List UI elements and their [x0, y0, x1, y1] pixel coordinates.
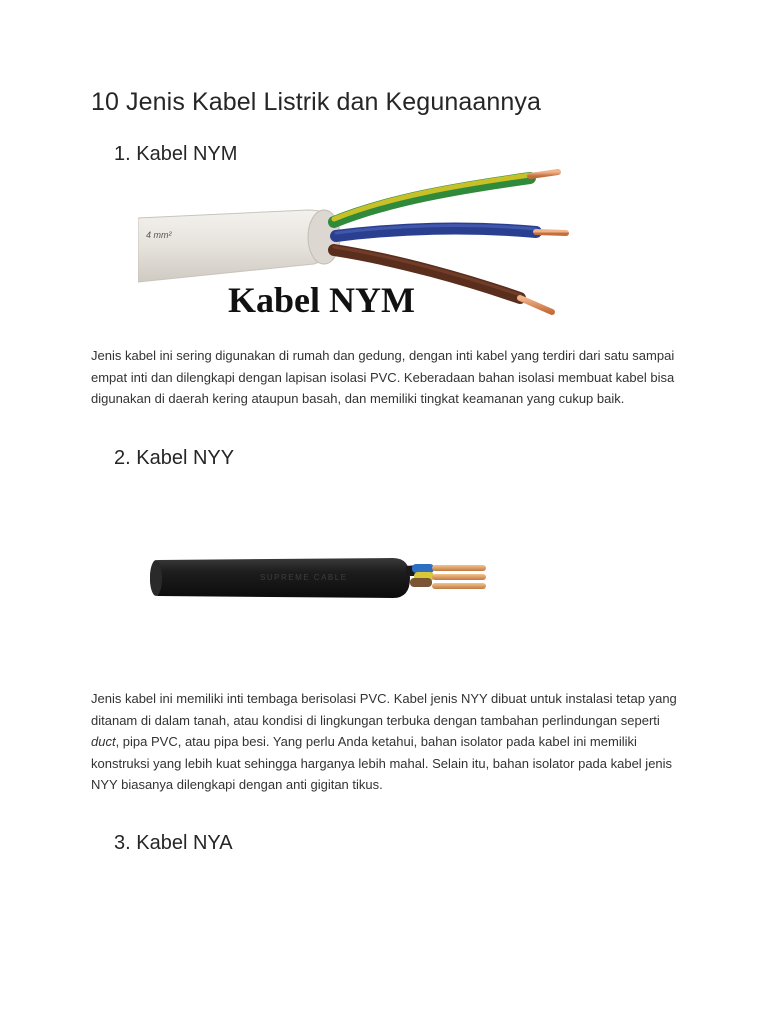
- body-text-part: , pipa PVC, atau pipa besi. Yang perlu Anda ketahui, bahan isolator pada kabel ini memiliki konstruksi yang lebih kuat sehingga harganya lebih mahal. Selain itu, bahan isolator pada kabel jenis NYY biasanya dilengkapi dengan anti gigitan tikus.: [91, 734, 673, 792]
- section-heading-nyy: 2. Kabel NYY: [114, 447, 235, 469]
- kabel-nym-caption: Kabel NYM: [228, 280, 415, 320]
- kabel-nym-image: [138, 160, 578, 325]
- sheath-print: 4 mm²: [146, 230, 172, 240]
- section-heading-nym: 1. Kabel NYM: [114, 143, 238, 165]
- kabel-nyy-image: [148, 548, 493, 608]
- document-title: 10 Jenis Kabel Listrik dan Kegunaannya: [91, 88, 541, 116]
- sheath-print: SUPREME CABLE: [260, 573, 348, 582]
- section-body-nyy: [91, 688, 681, 796]
- body-text-part: Jenis kabel ini memiliki inti tembaga berisolasi PVC. Kabel jenis NYY dibuat untuk instalasi tetap yang ditanam di dalam tanah, atau kondisi di lingkungan terbuka dengan tambahan perlindungan seperti: [91, 691, 677, 728]
- body-italic-term: duct: [91, 734, 116, 749]
- section-body-nym: Jenis kabel ini sering digunakan di rumah dan gedung, dengan inti kabel yang terdiri dari satu sampai empat inti dan dilengkapi dengan lapisan isolasi PVC. Keberadaan bahan isolasi membuat kabel bisa digunakan di daerah kering ataupun basah, dan memiliki tingkat keamanan yang cukup baik.: [91, 348, 675, 406]
- section-heading-nya: 3. Kabel NYA: [114, 832, 233, 854]
